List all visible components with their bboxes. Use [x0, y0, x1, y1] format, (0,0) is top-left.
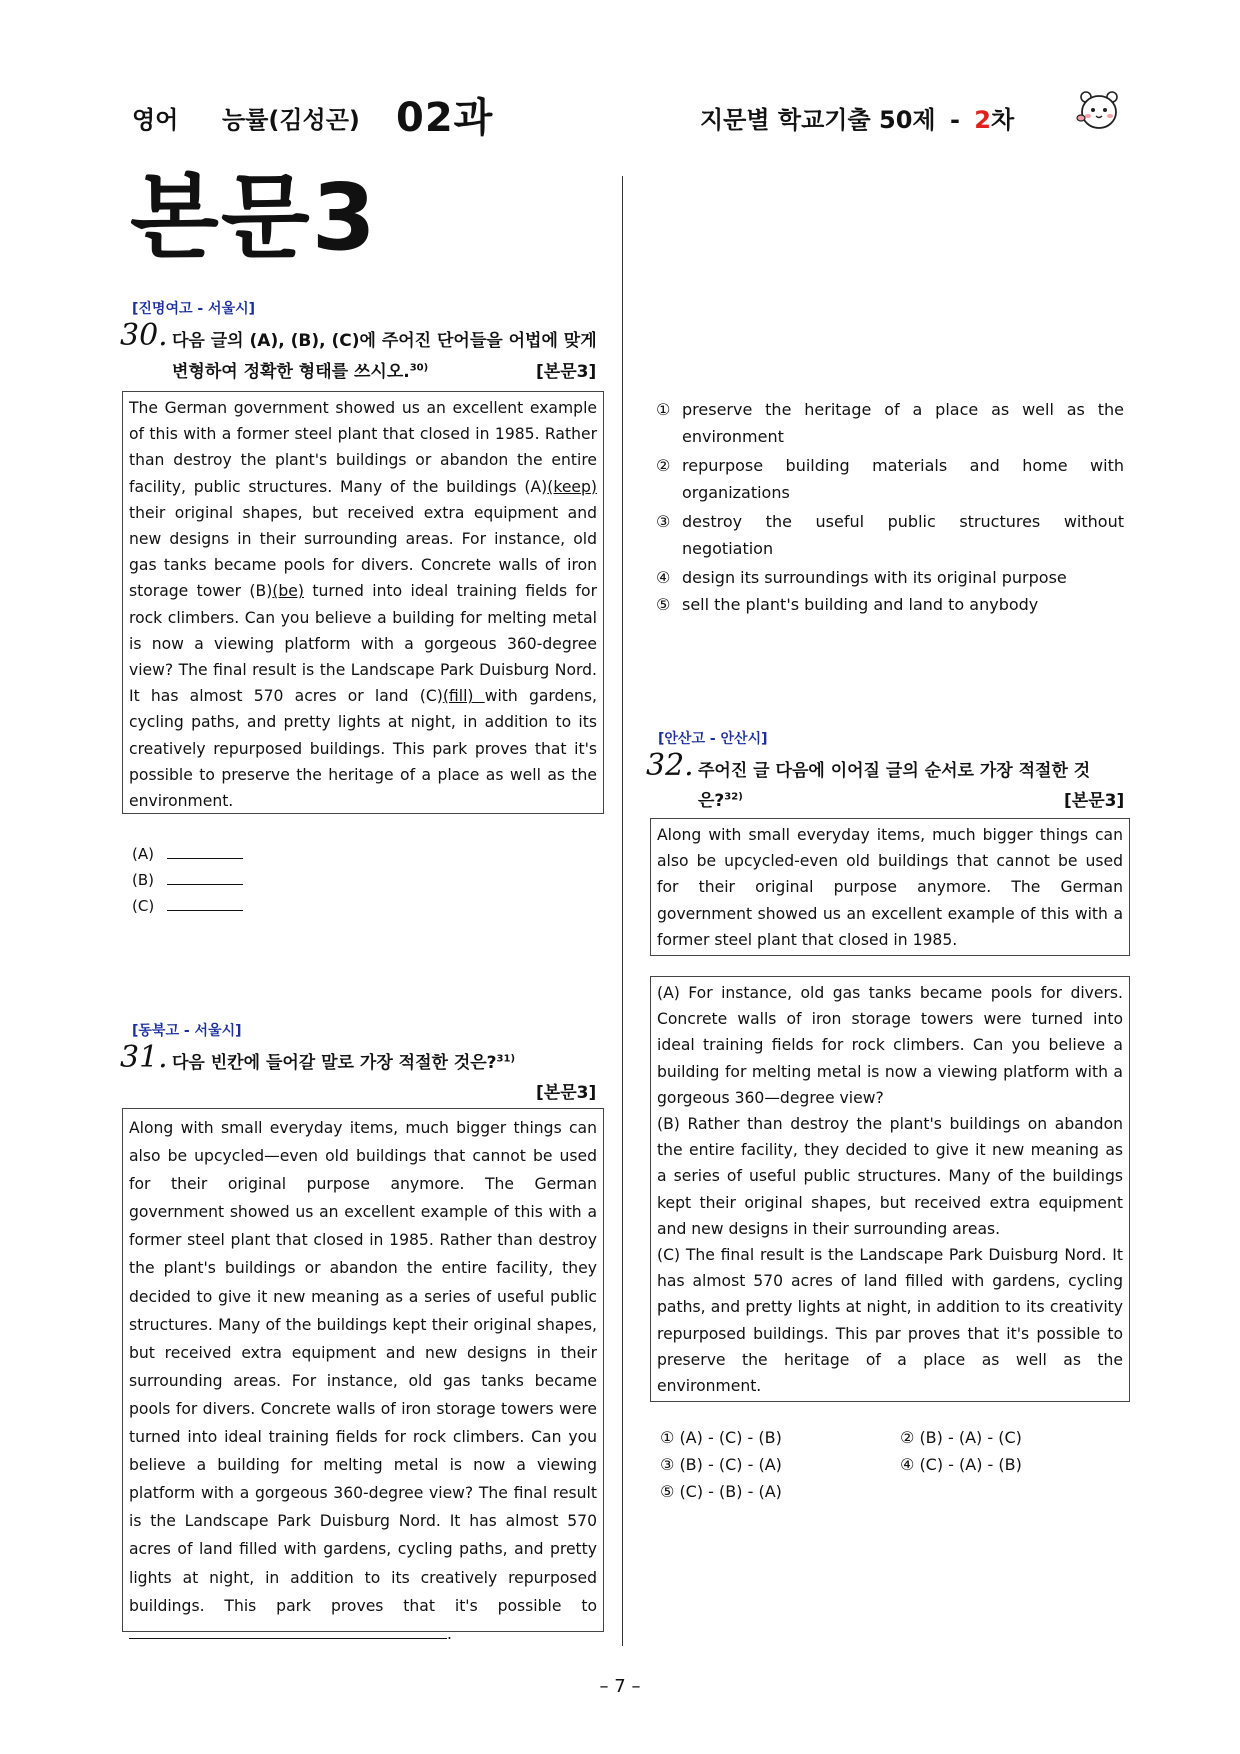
q30-passage-box	[122, 391, 604, 814]
q30-answer-label-b: (B)	[132, 871, 154, 889]
q32-question-text: 은?	[698, 791, 725, 811]
q32-option-3[interactable]	[660, 1451, 900, 1478]
q31-source: [동북고 - 서울시]	[132, 1023, 242, 1039]
q31-option-3-text: destroy the useful public structures without negotiation	[682, 512, 1124, 558]
q30-answer-c	[132, 893, 243, 919]
q30-source: [진명여고 - 서울시]	[132, 301, 256, 317]
q32-given-box	[650, 818, 1130, 956]
q32-number: 32.	[646, 748, 694, 783]
q31-option-5-number: ⑤	[656, 595, 671, 614]
q32-part-b: (B) Rather than destroy the plant's buildings on abandon the entire facility, they decided to give it new meaning as a series of useful public structures. Many of the buildings kept their original shapes, but received extra equipment and new designs in their surrounding areas.	[657, 1115, 1123, 1238]
q31-question-text: 다음 빈칸에 들어갈 말로 가장 적절한 것은?	[172, 1053, 497, 1073]
q30-blank-b: (be)	[272, 582, 304, 601]
q30-passage-part2: their original shapes, but received extra equipment and new designs in their surrounding areas. For instance, old gas tanks became pools for divers. Concrete walls of iron storage tower (B)	[129, 503, 597, 601]
column-divider	[622, 176, 623, 1646]
q30-footnote: 30)	[409, 362, 429, 374]
q30-answer-label-c: (C)	[132, 897, 155, 915]
q31-option-5[interactable]	[656, 591, 1124, 618]
q30-question-line2	[172, 357, 428, 382]
q30-answer-b	[132, 867, 243, 893]
q31-options	[656, 396, 1124, 618]
q32-option-1-number: ①	[660, 1428, 675, 1447]
q32-footnote: 32)	[724, 791, 743, 803]
page-number: – 7 –	[599, 1676, 641, 1697]
q30-passage-part3: turned into ideal training fields for rock climbers. Can you believe a building for melting metal is now a viewing platform with a gorgeous 360-degree view? The final result is the Landscape Park Duisburg Nord. It has almost 570 acres or land (C)	[129, 582, 597, 706]
q31-option-3[interactable]	[656, 508, 1124, 562]
q32-option-2-text: (B) - (A) - (C)	[919, 1428, 1022, 1447]
q30-blank-c: (fill)	[442, 687, 485, 706]
q30-tag: [본문3]	[536, 362, 597, 382]
q32-option-2[interactable]	[900, 1424, 1022, 1451]
section-title: 본문3	[130, 164, 378, 271]
q32-option-4-text: (C) - (A) - (B)	[919, 1455, 1022, 1474]
q31-option-2-number: ②	[656, 456, 671, 475]
q30-answer-label-a: (A)	[132, 845, 154, 863]
q31-option-5-text: sell the plant's building and land to anybody	[682, 595, 1039, 614]
q32-given-text: Along with small everyday items, much bigger things can also be upcycled-even old buildings that cannot be used for their original purpose anymore. The German government showed us an excellent example of this with a former steel plant that closed in 1985.	[657, 826, 1123, 949]
q31-option-1[interactable]	[656, 396, 1124, 450]
q32-option-5-text: (C) - (B) - (A)	[679, 1482, 782, 1501]
q32-part-a: (A) For instance, old gas tanks became pools for divers. Concrete walls of iron storage towers were turned into ideal training fields for rock climbers. Can you believe a building for melting metal is now a viewing platform with a gorgeous 360—degree view?	[657, 984, 1123, 1107]
q32-option-1-text: (A) - (C) - (B)	[679, 1428, 782, 1447]
q30-passage-part1: The German government showed us an excellent example of this with a former steel plant that closed in 1985. Rather than destroy the plant's buildings or abandon the entire facility, public structures. Many of the buildings (A)	[129, 399, 597, 496]
q31-option-4[interactable]	[656, 564, 1124, 591]
publisher: 능률(김성곤)	[222, 106, 360, 134]
q30-blank-a: (keep)	[547, 477, 597, 496]
q32-option-3-text: (B) - (C) - (A)	[679, 1455, 782, 1474]
q32-source: [안산고 - 안산시]	[658, 731, 768, 747]
q30-answer-field-a[interactable]	[167, 842, 243, 859]
q30-number: 30.	[120, 318, 168, 353]
q32-options	[660, 1424, 1130, 1505]
round-number: 2	[974, 106, 991, 134]
q31-passage-text: Along with small everyday items, much bigger things can also be upcycled—even old buildings that cannot be used for their original purpose anymore. The German government showed us an excellent example of this with a former steel plant that closed in 1985. Rather than destroy the plant's buildings or abandon the entire facility, they decided to give it new meaning as a series of useful public structures. Many of the buildings kept their original shapes, but received extra equipment and new designs in their surrounding areas. For instance, old gas tanks became pools for divers. Concrete walls of iron storage towers were turned into ideal training fields for rock climbers. Can you believe a building for melting metal is now a viewing platform with a gorgeous 360-degree view? The final result is the Landscape Park Duisburg Nord. It has almost 570 acres of land filled with gardens, cycling paths, and pretty lights at night, in addition to its creatively repurposed buildings. This park proves that it's possible to	[129, 1119, 597, 1615]
q31-passage-end: .	[447, 1624, 452, 1643]
q32-question-line2	[698, 786, 743, 811]
q30-question-text: 변형하여 정확한 형태를 쓰시오.	[172, 362, 410, 382]
q31-option-4-number: ④	[656, 568, 671, 587]
q31-option-1-text: preserve the heritage of a place as well as the environment	[682, 400, 1124, 446]
q32-option-4-number: ④	[900, 1455, 915, 1474]
q32-option-2-number: ②	[900, 1428, 915, 1447]
round-suffix: 차	[990, 106, 1015, 134]
q31-option-3-number: ③	[656, 512, 671, 531]
q30-answer-field-c[interactable]	[167, 894, 243, 911]
q31-passage-box	[122, 1108, 604, 1643]
lesson-number: 02과	[396, 95, 494, 141]
q30-passage-part4: with gardens, cycling paths, and pretty lights at night, in addition to its creatively repurposed buildings. This park proves that it's possible to preserve the heritage of a place as well as the environment.	[129, 687, 598, 811]
q30-question-line1: 다음 글의 (A), (B), (C)에 주어진 단어들을 어법에 맞게	[172, 331, 597, 351]
q32-option-3-number: ③	[660, 1455, 675, 1474]
series-name: 지문별 학교기출 50제	[700, 106, 936, 134]
q31-question	[172, 1048, 515, 1073]
q30-answer-field-b[interactable]	[167, 868, 243, 885]
series-dash: -	[949, 106, 960, 134]
q32-parts-box	[650, 976, 1130, 1402]
q32-option-4[interactable]	[900, 1451, 1022, 1478]
q32-part-c: (C) The final result is the Landscape Park Duisburg Nord. It has almost 570 acres of land filled with gardens, cycling paths, and pretty lights at night, in addition to its creativity repurposed buildings. This par proves that it's possible to preserve the heritage of a place as well as the environment.	[657, 1246, 1123, 1396]
q30-answer-a	[132, 841, 243, 867]
q32-question-line1: 주어진 글 다음에 이어질 글의 순서로 가장 적절한 것	[698, 761, 1091, 781]
q31-number: 31.	[120, 1040, 168, 1075]
q31-option-2-text: repurpose building materials and home with organizations	[682, 456, 1124, 502]
subject: 영어	[132, 106, 179, 134]
q31-footnote: 31)	[496, 1053, 516, 1065]
q32-option-5-number: ⑤	[660, 1482, 675, 1501]
q31-tag: [본문3]	[536, 1083, 597, 1103]
q32-tag: [본문3]	[1064, 791, 1125, 811]
q31-option-1-number: ①	[656, 400, 671, 419]
q32-option-5[interactable]	[660, 1478, 900, 1505]
q31-passage-blank	[129, 1622, 447, 1639]
q31-option-4-text: design its surroundings with its original purpose	[682, 568, 1067, 587]
q31-option-2[interactable]	[656, 452, 1124, 506]
series-title	[700, 100, 1014, 135]
q32-option-1[interactable]	[660, 1424, 900, 1451]
mascot-face-icon	[1076, 88, 1122, 134]
